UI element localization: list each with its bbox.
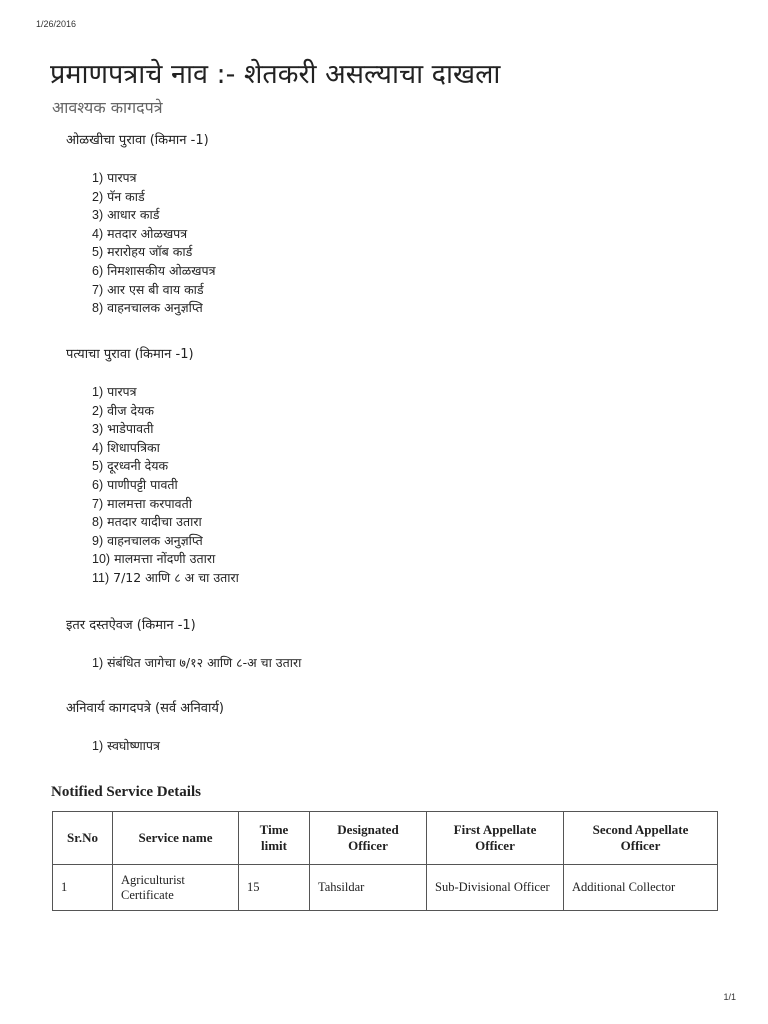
item-text: वीज देयक — [107, 402, 155, 418]
item-text: मालमत्ता करपावती — [107, 495, 192, 511]
item-text: आधार कार्ड — [107, 207, 160, 223]
item-text: मालमत्ता नोंदणी उतारा — [114, 551, 216, 567]
table-cell: Sub-Divisional Officer — [427, 865, 564, 911]
item-number: 4) — [92, 440, 104, 455]
item-number: 2) — [92, 189, 104, 204]
item-number: 4) — [92, 226, 104, 241]
list-item — [92, 188, 216, 207]
item-text: मतदार ओळखपत्र — [107, 225, 188, 241]
table-header-row — [53, 812, 718, 865]
item-number: 5) — [92, 459, 104, 474]
item-number: 3) — [92, 208, 104, 223]
notified-service-heading: Notified Service Details — [51, 784, 201, 800]
item-number: 7) — [92, 282, 104, 297]
item-text: स्वघोष्णापत्र — [107, 738, 160, 753]
column-header: Second Appellate Officer — [564, 812, 718, 865]
column-header: First Appellate Officer — [427, 812, 564, 865]
table-row — [53, 865, 718, 911]
list-item — [92, 569, 239, 588]
table-cell: Additional Collector — [564, 865, 718, 911]
item-text: पारपत्र — [107, 384, 137, 399]
item-text: पारपत्र — [107, 170, 137, 185]
item-text: शिधापत्रिका — [107, 439, 160, 455]
item-text: वाहनचालक अनुज्ञप्ति — [107, 532, 203, 548]
page-subtitle: आवश्यक कागदपत्रे — [52, 98, 163, 117]
item-number: 9) — [92, 533, 104, 548]
list-item — [92, 457, 239, 476]
item-number: 5) — [92, 245, 104, 260]
list-item — [92, 299, 216, 318]
item-number: 7) — [92, 496, 104, 511]
section-heading: इतर दस्तऐवज (किमान -1) — [66, 618, 196, 633]
list-item — [92, 206, 216, 225]
item-text: संबंधित जागेचा ७/१२ आणि ८-अ चा उतारा — [107, 655, 302, 670]
section-mandatory-documents — [66, 699, 224, 756]
column-header: Service name — [113, 812, 239, 865]
item-number: 8) — [92, 515, 104, 530]
list-item — [92, 420, 239, 439]
item-text: मरारोहय जॉब कार्ड — [107, 244, 193, 260]
section-address-proof — [66, 345, 239, 588]
item-number: 8) — [92, 301, 104, 316]
section-heading: ओळखीचा पुरावा (किमान -1) — [66, 133, 209, 148]
column-header: Sr.No — [53, 812, 113, 865]
section-identity-proof — [66, 131, 216, 318]
table-cell: 1 — [53, 865, 113, 911]
item-text: 7/12 आणि ८ अ चा उतारा — [113, 569, 239, 585]
item-number: 1) — [92, 656, 104, 670]
list-item — [92, 532, 239, 551]
section-heading: पत्याचा पुरावा (किमान -1) — [66, 347, 194, 362]
list-item — [92, 169, 216, 188]
item-number: 10) — [92, 552, 111, 567]
section-other-documents — [66, 616, 301, 673]
list-item — [92, 550, 239, 569]
list-item — [92, 262, 216, 281]
item-text: भाडेपावती — [107, 421, 154, 437]
item-text: वाहनचालक अनुज्ञप्ति — [107, 300, 203, 316]
list-item — [92, 495, 239, 514]
item-number: 3) — [92, 422, 104, 437]
item-number: 1) — [92, 739, 104, 753]
document-list — [66, 169, 216, 318]
item-text: निमशासकीय ओळखपत्र — [107, 262, 216, 278]
table-cell: Agriculturist Certificate — [113, 865, 239, 911]
item-number: 6) — [92, 263, 104, 278]
list-item — [92, 281, 216, 300]
section-heading: अनिवार्य कागदपत्रे (सर्व अनिवार्य) — [66, 701, 224, 716]
item-number: 6) — [92, 477, 104, 492]
item-number: 1) — [92, 171, 104, 185]
document-list — [66, 383, 239, 588]
table-cell: Tahsildar — [310, 865, 427, 911]
list-item — [92, 225, 216, 244]
list-item — [92, 476, 239, 495]
print-date: 1/26/2016 — [36, 19, 77, 29]
page-number: 1/1 — [723, 992, 736, 1002]
item-text: दूरध्वनी देयक — [107, 458, 169, 474]
list-item — [92, 243, 216, 262]
notified-service-table — [52, 811, 718, 911]
item-text: पॅन कार्ड — [107, 188, 145, 204]
table-cell: 15 — [239, 865, 310, 911]
document-list — [66, 737, 224, 756]
item-text: आर एस बी वाय कार्ड — [107, 281, 204, 297]
item-text: मतदार यादीचा उतारा — [107, 514, 202, 530]
item-number: 11) — [92, 570, 110, 585]
list-item — [92, 439, 239, 458]
list-item — [92, 383, 239, 402]
column-header: Designated Officer — [310, 812, 427, 865]
item-text: पाणीपट्टी पावती — [107, 476, 178, 492]
item-number: 1) — [92, 385, 104, 399]
list-item — [92, 737, 224, 756]
list-item — [92, 513, 239, 532]
document-list — [66, 654, 301, 673]
column-header: Time limit — [239, 812, 310, 865]
page-title: प्रमाणपत्राचे नाव :- शेतकरी असल्याचा दाखला — [50, 59, 501, 90]
list-item — [92, 402, 239, 421]
item-number: 2) — [92, 403, 104, 418]
list-item — [92, 654, 301, 673]
